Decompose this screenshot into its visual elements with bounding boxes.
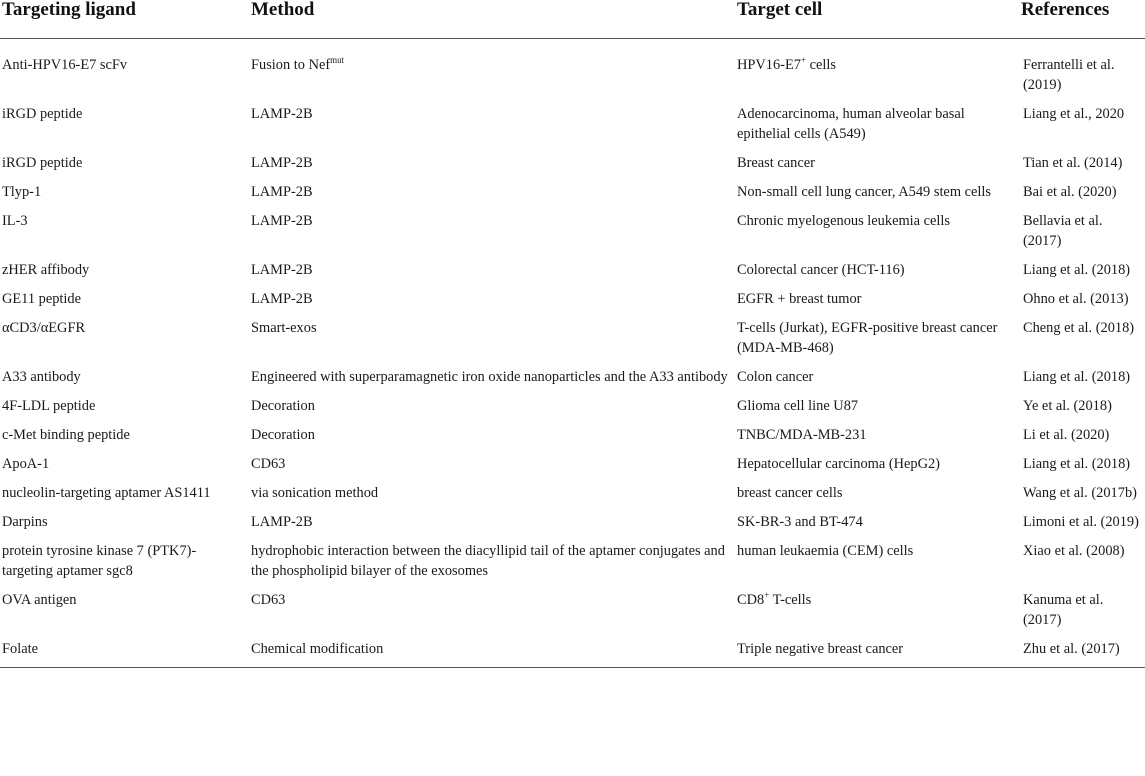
reference-cell: Liang et al., 2020	[1023, 105, 1125, 122]
target-suffix: cells	[806, 56, 837, 73]
ligand-cell: GE11 peptide	[2, 290, 81, 307]
target-superscript: +	[764, 589, 770, 600]
method-cell: LAMP-2B	[251, 261, 313, 278]
ligand-cell: IL-3	[2, 212, 28, 229]
ligand-cell: 4F-LDL peptide	[2, 397, 96, 414]
method-cell: LAMP-2B	[251, 154, 313, 171]
ligand-cell: iRGD peptide	[2, 105, 83, 122]
target-cell: Colon cancer	[737, 368, 814, 385]
reference-cell: Ferrantelli et al. (2019)	[1023, 56, 1115, 93]
table-row	[0, 202, 1145, 251]
ligand-cell: protein tyrosine kinase 7 (PTK7)-targeting aptamer sgc8	[2, 542, 197, 579]
target-cell: T-cells (Jurkat), EGFR-positive breast cancer (MDA-MB-468)	[737, 319, 998, 356]
table-row	[0, 581, 1145, 630]
reference-cell: Limoni et al. (2019)	[1023, 513, 1139, 530]
table-row	[0, 251, 1145, 280]
target-cell: EGFR + breast tumor	[737, 290, 862, 307]
method-cell: Decoration	[251, 397, 315, 414]
method-text: Fusion to Nef	[251, 56, 331, 73]
method-cell: LAMP-2B	[251, 290, 313, 307]
target-cell: Hepatocellular carcinoma (HepG2)	[737, 455, 940, 472]
method-cell: Chemical modification	[249, 630, 735, 668]
table-row	[0, 280, 1145, 309]
table-row	[0, 95, 1145, 144]
reference-cell: Cheng et al. (2018)	[1023, 319, 1135, 336]
target-cell: breast cancer cells	[737, 484, 843, 501]
ligand-cell: nucleolin-targeting aptamer AS1411	[2, 484, 211, 501]
method-superscript: mut	[330, 54, 345, 65]
table-row	[0, 173, 1145, 202]
method-cell: Decoration	[251, 426, 315, 443]
method-cell: Engineered with superparamagnetic iron oxide nanoparticles and the A33 antibody	[251, 368, 728, 385]
reference-cell: Liang et al. (2018)	[1023, 368, 1131, 385]
reference-cell: Ohno et al. (2013)	[1023, 290, 1129, 307]
target-cell	[735, 38, 1021, 95]
method-cell: CD63	[251, 455, 286, 472]
method-cell: LAMP-2B	[251, 105, 313, 122]
ligand-cell: Tlyp-1	[2, 183, 42, 200]
table-row	[0, 474, 1145, 503]
ligand-cell: ApoA-1	[2, 455, 50, 472]
reference-cell: Zhu et al. (2017)	[1021, 630, 1145, 668]
reference-cell: Kanuma et al. (2017)	[1023, 591, 1104, 628]
ligand-cell: A33 antibody	[2, 368, 81, 385]
method-cell	[249, 38, 735, 95]
target-text: CD8	[737, 591, 765, 608]
target-cell: Triple negative breast cancer	[735, 630, 1021, 668]
reference-cell: Liang et al. (2018)	[1023, 455, 1131, 472]
target-suffix: T-cells	[769, 591, 812, 608]
reference-cell: Bellavia et al. (2017)	[1023, 212, 1103, 249]
target-cell: Breast cancer	[737, 154, 815, 171]
table-row	[0, 532, 1145, 581]
method-cell: LAMP-2B	[251, 513, 313, 530]
reference-cell: Ye et al. (2018)	[1023, 397, 1112, 414]
table-row	[0, 387, 1145, 416]
ligand-cell: iRGD peptide	[2, 154, 83, 171]
target-cell: SK-BR-3 and BT-474	[737, 513, 863, 530]
table-row	[0, 38, 1145, 95]
header-targeting-ligand: Targeting ligand	[0, 0, 249, 38]
reference-cell: Xiao et al. (2008)	[1023, 542, 1125, 559]
target-cell	[735, 581, 1021, 630]
header-references: References	[1021, 0, 1145, 38]
target-cell: Glioma cell line U87	[737, 397, 859, 414]
header-method: Method	[249, 0, 735, 38]
reference-cell: Tian et al. (2014)	[1023, 154, 1123, 171]
table-row	[0, 630, 1145, 668]
table-row	[0, 144, 1145, 173]
ligand-cell: c-Met binding peptide	[2, 426, 130, 443]
reference-cell: Liang et al. (2018)	[1023, 261, 1131, 278]
method-cell: hydrophobic interaction between the diacyllipid tail of the aptamer conjugates and the phospholipid bilayer of the exosomes	[251, 542, 725, 579]
table-body	[0, 38, 1145, 667]
method-cell: via sonication method	[251, 484, 379, 501]
table-header	[0, 0, 1145, 38]
ligand-cell: Anti-HPV16-E7 scFv	[2, 56, 128, 73]
target-text: HPV16-E7	[737, 56, 801, 73]
target-cell: Non-small cell lung cancer, A549 stem cells	[737, 183, 991, 200]
reference-cell: Bai et al. (2020)	[1023, 183, 1117, 200]
method-cell: LAMP-2B	[251, 212, 313, 229]
table-row	[0, 416, 1145, 445]
reference-cell: Li et al. (2020)	[1023, 426, 1110, 443]
ligand-cell: αCD3/αEGFR	[2, 319, 86, 336]
ligand-cell: OVA antigen	[2, 591, 77, 608]
method-cell: Smart-exos	[251, 319, 317, 336]
table-row	[0, 503, 1145, 532]
method-cell: LAMP-2B	[251, 183, 313, 200]
ligand-cell: Folate	[0, 630, 249, 668]
ligand-cell: Darpins	[2, 513, 48, 530]
ligand-cell: zHER affibody	[2, 261, 90, 278]
target-cell: TNBC/MDA-MB-231	[737, 426, 867, 443]
table-row	[0, 309, 1145, 358]
target-cell: human leukaemia (CEM) cells	[737, 542, 914, 559]
target-cell: Adenocarcinoma, human alveolar basal epithelial cells (A549)	[737, 105, 965, 142]
target-cell: Chronic myelogenous leukemia cells	[737, 212, 951, 229]
target-cell: Colorectal cancer (HCT-116)	[737, 261, 905, 278]
header-row	[0, 0, 1145, 38]
header-target-cell: Target cell	[735, 0, 1021, 38]
table-row	[0, 358, 1145, 387]
reference-cell: Wang et al. (2017b)	[1023, 484, 1137, 501]
target-superscript: +	[800, 54, 807, 65]
table-row	[0, 445, 1145, 474]
method-cell: CD63	[251, 591, 286, 608]
